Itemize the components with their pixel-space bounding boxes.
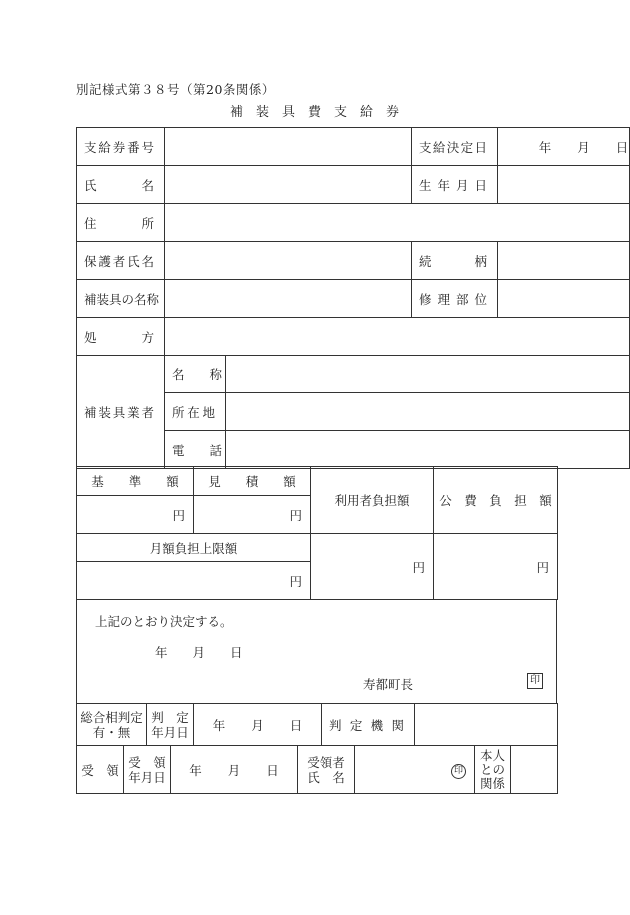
- comprehensive-judgment-label: 総合相判定: [80, 709, 143, 725]
- yen-unit: 円: [412, 559, 425, 575]
- day-label: 日: [615, 139, 629, 155]
- receipt-date-field[interactable]: [171, 746, 298, 794]
- form-title: 補 装 具 費 支 給 券: [230, 105, 400, 120]
- user-burden-field[interactable]: [311, 534, 434, 600]
- guardian-field[interactable]: [165, 242, 412, 280]
- relation-field[interactable]: [511, 746, 558, 794]
- decision-section: [76, 599, 557, 703]
- receiver-name-field[interactable]: [355, 746, 475, 794]
- month-label: 月: [577, 139, 590, 155]
- form-number: 別記様式第３８号（第20条関係）: [76, 82, 275, 97]
- standard-amount-field[interactable]: [77, 496, 194, 534]
- judgment-date-label-cell: [147, 704, 194, 746]
- estimate-amount-label: 見 積 額: [194, 467, 311, 496]
- address-label: 住 所: [77, 204, 165, 242]
- relation-label-cell: [475, 746, 511, 794]
- address-field[interactable]: [165, 204, 630, 242]
- upper-table: [76, 127, 630, 469]
- judgment-date-label-1: 判 定: [151, 709, 189, 725]
- vendor-label: 補装具業者: [77, 356, 165, 469]
- prescription-label: 処 方: [77, 318, 165, 356]
- birthdate-field[interactable]: [498, 166, 630, 204]
- vendor-phone-label: 電 話: [165, 431, 226, 469]
- receipt-date-label-2: 年月日: [128, 769, 166, 785]
- judgment-date-label-2: 年月日: [151, 724, 189, 740]
- prescription-field[interactable]: [165, 318, 630, 356]
- seal-stamp: 印: [451, 764, 466, 779]
- receipt-label: 受 領: [77, 746, 124, 794]
- yen-unit: 円: [289, 507, 302, 523]
- decision-date-label: 支給決定日: [412, 128, 498, 166]
- seal-stamp: 印: [527, 673, 543, 689]
- yen-unit: 円: [289, 573, 302, 589]
- user-burden-label: 利用者負担額: [311, 467, 434, 534]
- standard-amount-label: 基 準 額: [77, 467, 194, 496]
- receiver-label-2: 氏 名: [307, 769, 345, 785]
- birthdate-label: 生年月日: [412, 166, 498, 204]
- decision-date: 年 月 日: [155, 645, 243, 660]
- vendor-name-label: 名 称: [165, 356, 226, 393]
- day-label: 日: [266, 762, 279, 778]
- mayor-title: 寿都町長: [363, 677, 414, 692]
- voucher-number-field[interactable]: [165, 128, 412, 166]
- repair-part-label: 修理部位: [412, 280, 498, 318]
- relationship-label: 続 柄: [412, 242, 498, 280]
- repair-part-field[interactable]: [498, 280, 630, 318]
- receipt-table: [76, 745, 558, 794]
- estimate-amount-field[interactable]: [194, 496, 311, 534]
- month-label: 月: [251, 717, 264, 733]
- receipt-date-label-cell: [124, 746, 171, 794]
- public-burden-field[interactable]: [434, 534, 558, 600]
- day-label: 日: [289, 717, 303, 733]
- vendor-phone-field[interactable]: [226, 431, 630, 469]
- voucher-number-label: 支給券番号: [77, 128, 165, 166]
- judgment-org-field[interactable]: [415, 704, 558, 746]
- vendor-name-field[interactable]: [226, 356, 630, 393]
- receipt-date-label-1: 受 領: [128, 754, 166, 770]
- judgment-yes-no: 有・無: [92, 724, 131, 740]
- monthly-cap-field[interactable]: [77, 562, 311, 600]
- vendor-location-label: 所在地: [165, 393, 226, 431]
- monthly-cap-label: 月額負担上限額: [77, 534, 311, 562]
- name-label: 氏 名: [77, 166, 165, 204]
- guardian-label: 保護者氏名: [77, 242, 165, 280]
- receiver-label-1: 受領者: [307, 754, 345, 770]
- comprehensive-judgment-cell[interactable]: [77, 704, 147, 746]
- judgment-date-field[interactable]: [194, 704, 322, 746]
- relation-label-3: 関係: [479, 775, 505, 791]
- receiver-label-cell: [298, 746, 355, 794]
- relation-label-2: との: [479, 761, 505, 777]
- month-label: 月: [227, 762, 241, 778]
- year-label: 年: [212, 717, 226, 733]
- name-field[interactable]: [165, 166, 412, 204]
- amounts-table: [76, 466, 558, 600]
- decision-date-field[interactable]: [498, 128, 630, 166]
- year-label: 年: [538, 139, 552, 155]
- year-label: 年: [189, 762, 202, 778]
- relation-label-1: 本人: [479, 747, 505, 763]
- device-name-field[interactable]: [165, 280, 412, 318]
- vendor-location-field[interactable]: [226, 393, 630, 431]
- yen-unit: 円: [536, 559, 549, 575]
- relationship-field[interactable]: [498, 242, 630, 280]
- device-name-label: 補装具の名称: [77, 280, 165, 318]
- yen-unit: 円: [172, 507, 185, 523]
- public-burden-label: 公 費 負 担 額: [434, 467, 558, 534]
- decision-text: 上記のとおり決定する。: [95, 614, 233, 629]
- judgment-org-label: 判定機関: [322, 704, 415, 746]
- judgment-table: [76, 703, 558, 746]
